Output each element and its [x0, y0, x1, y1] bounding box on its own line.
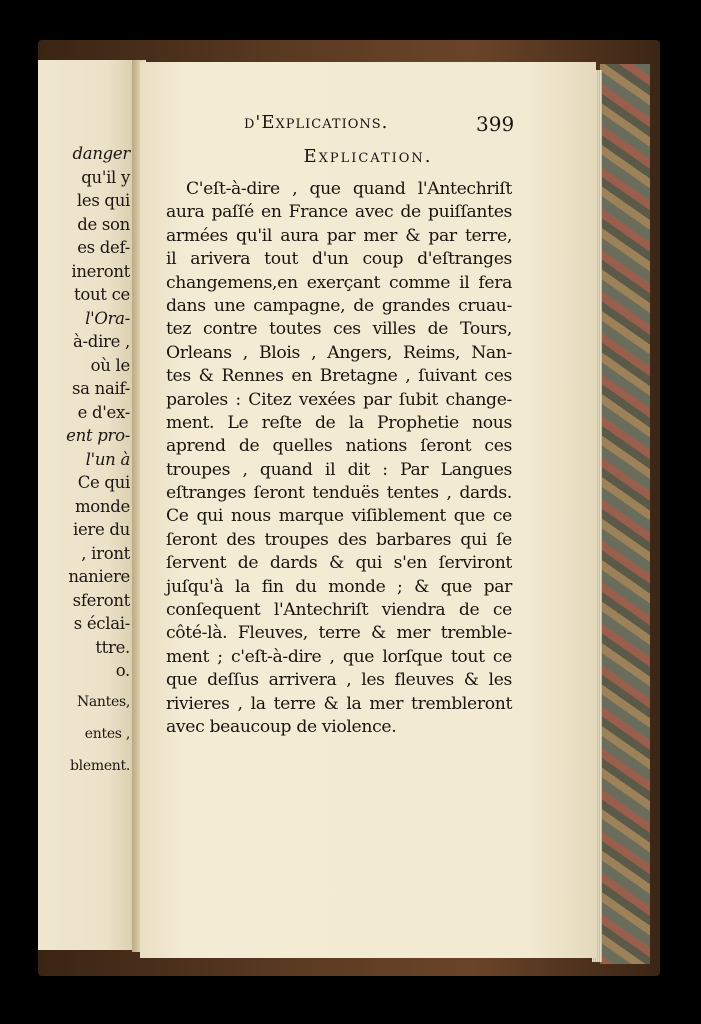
page-number: 399: [476, 112, 515, 136]
left-page-text: [38, 142, 136, 779]
body-line: changemens,en exerçant comme il fera: [166, 272, 512, 293]
left-line: , iront: [81, 543, 130, 563]
left-line: où le: [90, 355, 130, 375]
body-line: que deſſus arrivera , les fleuves & les: [166, 670, 512, 691]
body-line: avec beaucoup de violence.: [166, 716, 397, 737]
right-page: [140, 62, 596, 958]
body-line: eſtranges ſeront tenduës tentes , dards.: [166, 483, 512, 504]
body-line: paroles : Citez vexées par ſubit change-: [166, 389, 512, 410]
left-line: danger: [72, 144, 130, 163]
left-line: sa naif-: [72, 379, 130, 398]
body-line: rivieres , la terre & la mer trembleront: [166, 693, 512, 714]
body-line: tez contre toutes ces villes de Tours,: [166, 319, 512, 340]
left-line: ent pro-: [66, 426, 130, 445]
running-head: [140, 112, 596, 138]
body-line: conſequent l'Antechriſt viendra de ce: [166, 600, 512, 621]
body-line: aprend de quelles nations ſeront ces: [166, 436, 512, 457]
left-line: ttre.: [95, 637, 130, 657]
left-line: à-dire ,: [73, 332, 130, 351]
body-line: juſqu'à la fin du monde ; & que par: [166, 576, 512, 597]
left-line: iere du: [72, 520, 130, 539]
body-line: côté-là. Fleuves, terre & mer tremble-: [166, 623, 512, 644]
left-line: blement.: [70, 758, 130, 774]
body-line: troupes , quand il dit : Par Langues: [166, 459, 512, 480]
body-line: ment. Le reſte de la Prophetie nous: [166, 412, 512, 433]
left-line: l'Ora-: [85, 308, 130, 328]
body-text: [166, 178, 512, 739]
left-line: l'un à: [85, 449, 130, 469]
body-line: C'eſt-à-dire , que quand l'Antechriſt: [186, 179, 512, 199]
body-line: il arivera tout d'un coup d'eſtranges: [166, 249, 512, 270]
left-line: o.: [115, 661, 130, 680]
left-line: naniere: [68, 567, 130, 586]
left-line: ineront: [71, 261, 130, 281]
body-line: ſervent de dards & qui s'en ſerviront: [166, 553, 512, 574]
left-line: e d'ex-: [77, 402, 130, 422]
body-line: aura paſſé en France avec de puiſſantes: [166, 202, 512, 223]
left-line: es def-: [77, 238, 130, 257]
body-line: ment ; c'eſt-à-dire , que lorſque tout ce: [166, 646, 512, 667]
body-line: Orleans , Blois , Angers, Reims, Nan-: [166, 342, 512, 363]
body-line: Ce qui nous marque viſiblement que ce: [166, 506, 512, 527]
left-line: Nantes,: [76, 694, 130, 710]
running-title: d'Explications.: [244, 112, 389, 133]
body-line: tes & Rennes en Bretagne , ſuivant ces: [166, 366, 512, 387]
left-line: qu'il y: [81, 167, 130, 187]
body-line: dans une campagne, de grandes cruau-: [166, 295, 512, 316]
left-line: sferont: [72, 590, 130, 610]
body-line: ſeront des troupes des barbares qui ſe: [166, 529, 512, 550]
left-line: entes ,: [84, 726, 130, 742]
left-line: de son: [77, 214, 130, 234]
left-line: s éclai-: [73, 614, 130, 633]
left-line: monde: [74, 496, 130, 516]
section-title: Explication.: [303, 146, 433, 167]
left-page: [38, 60, 136, 950]
left-line: les qui: [76, 191, 130, 210]
left-line: Ce qui: [77, 473, 130, 492]
left-line: tout ce: [74, 285, 130, 304]
body-line: armées qu'il aura par mer & par terre,: [166, 225, 512, 246]
marbled-page-edge: [598, 64, 650, 964]
